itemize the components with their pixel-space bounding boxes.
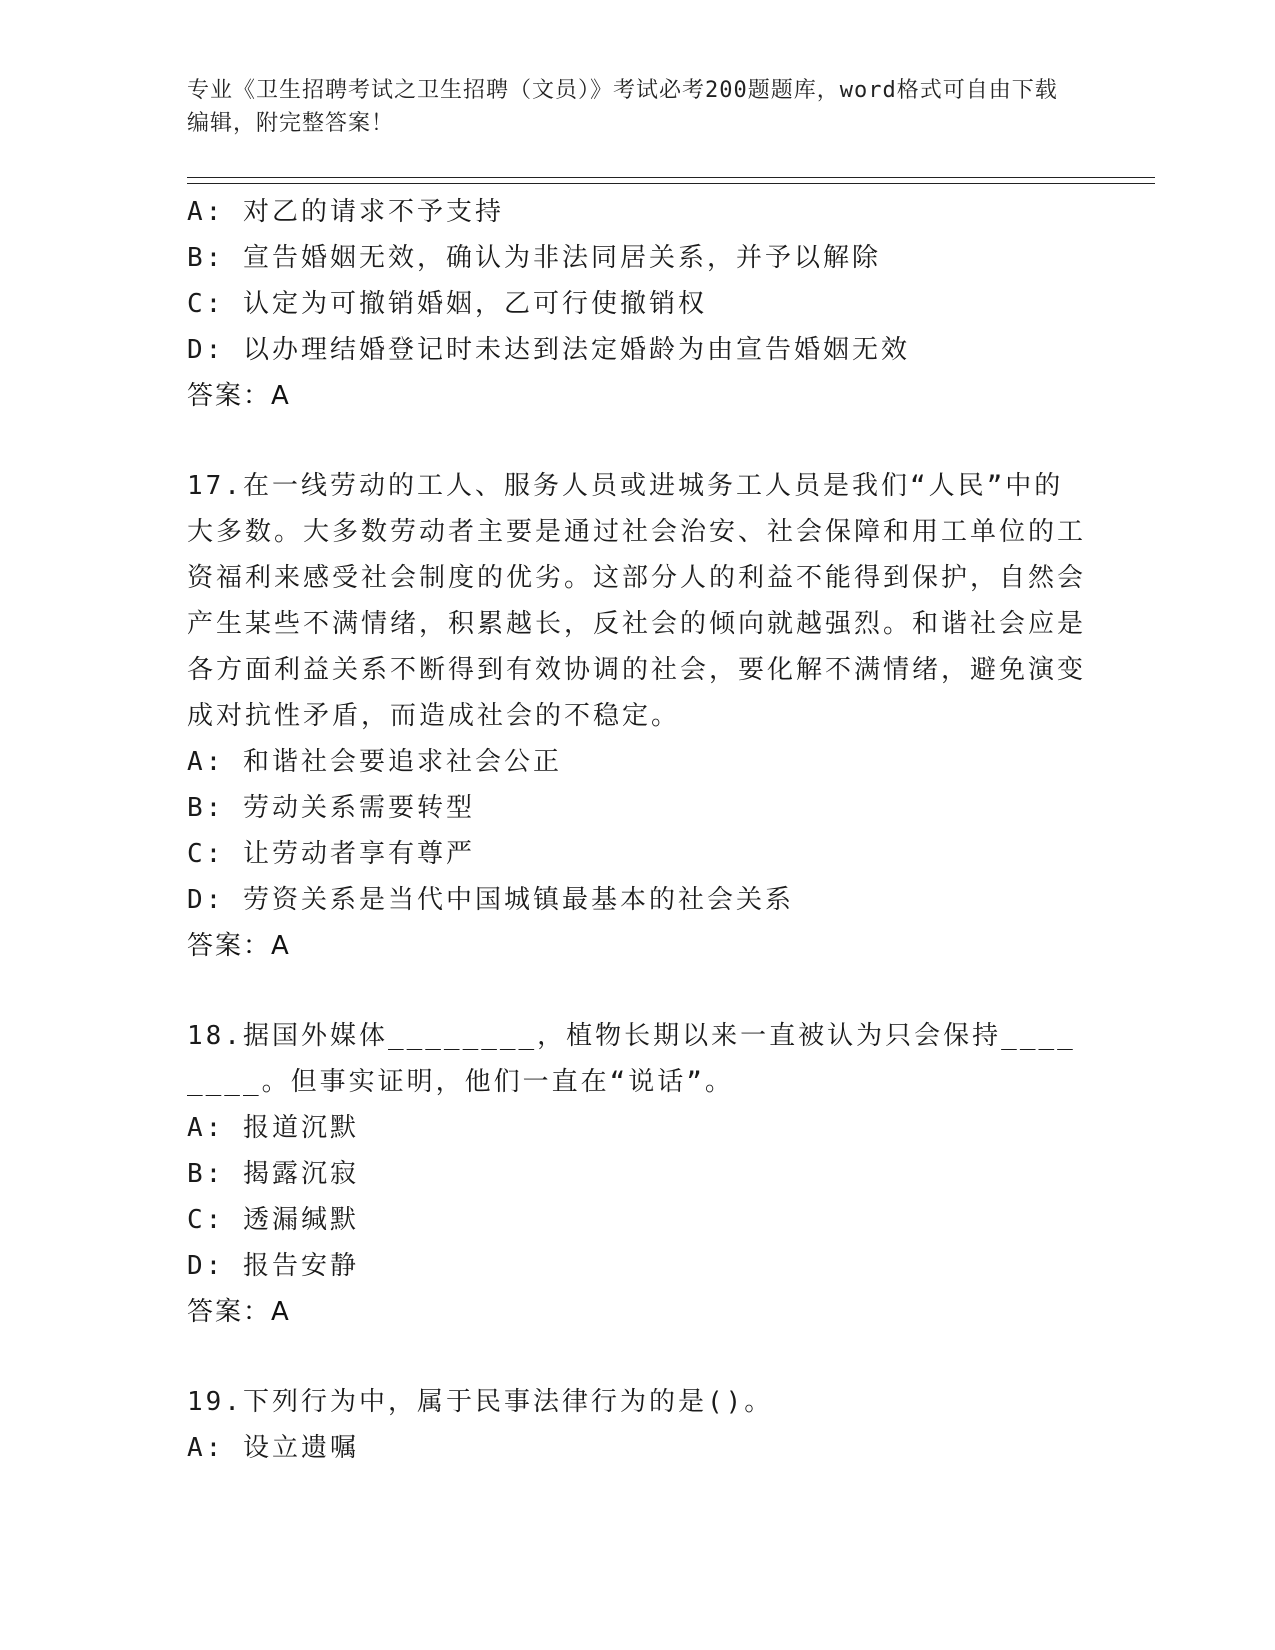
option-d: D: 以办理结婚登记时未达到法定婚龄为由宣告婚姻无效: [187, 335, 910, 365]
option-b: B: 揭露沉寂: [187, 1159, 359, 1189]
header-rule-bottom: [187, 183, 1155, 184]
option-d: D: 劳资关系是当代中国城镇最基本的社会关系: [187, 885, 794, 915]
document-header: 专业《卫生招聘考试之卫生招聘（文员）》考试必考200题题库，word格式可自由下载编辑，附完整答案！: [187, 78, 1058, 136]
option-c: C: 让劳动者享有尊严: [187, 839, 475, 869]
option-a: A: 对乙的请求不予支持: [187, 197, 504, 227]
question-stem: 17.在一线劳动的工人、服务人员或进城务工人员是我们“人民”中的大多数。大多数劳动者主要是通过社会治安、社会保障和用工单位的工资福利来感受社会制度的优劣。这部分人的利益不能得到保护，自然会产生某些不满情绪，积累越长，反社会的倾向就越强烈。和谐社会应是各方面利益关系不断得到有效协调的社会，要化解不满情绪，避免演变成对抗性矛盾，而造成社会的不稳定。: [187, 471, 1087, 731]
question-17: [187, 463, 1087, 969]
question-stem: 18.据国外媒体________，植物长期以来一直被认为只会保持________。但事实证明，他们一直在“说话”。: [187, 1021, 1076, 1097]
answer: 答案：A: [187, 1297, 291, 1327]
question-16-options: [187, 189, 1087, 419]
question-18: [187, 1013, 1087, 1335]
question-content: [187, 189, 1087, 1471]
header-rule-top: [187, 177, 1155, 178]
option-c: C: 认定为可撤销婚姻，乙可行使撤销权: [187, 289, 707, 319]
option-b: B: 宣告婚姻无效，确认为非法同居关系，并予以解除: [187, 243, 881, 273]
question-19: [187, 1379, 1087, 1471]
option-c: C: 透漏缄默: [187, 1205, 359, 1235]
answer: 答案：A: [187, 931, 291, 961]
option-a: A: 和谐社会要追求社会公正: [187, 747, 562, 777]
option-d: D: 报告安静: [187, 1251, 359, 1281]
answer: 答案：A: [187, 381, 291, 411]
option-a: A: 设立遗嘱: [187, 1433, 359, 1463]
option-b: B: 劳动关系需要转型: [187, 793, 475, 823]
question-stem: 19.下列行为中，属于民事法律行为的是()。: [187, 1387, 774, 1417]
option-a: A: 报道沉默: [187, 1113, 359, 1143]
